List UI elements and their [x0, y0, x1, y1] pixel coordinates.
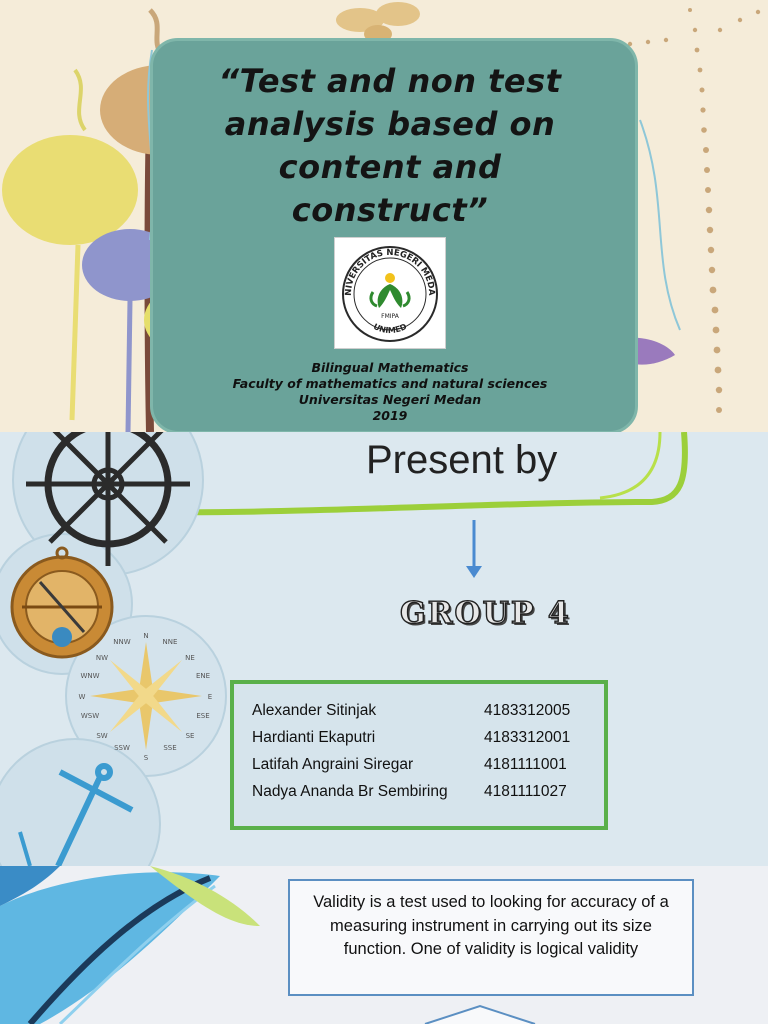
compass-label: E: [207, 693, 213, 701]
member-name: Alexander Sitinjak: [252, 702, 377, 719]
arrow-shape: [425, 1006, 535, 1024]
compass-label: SSE: [163, 744, 177, 752]
member-row: [252, 756, 604, 783]
svg-text:UNIMED: UNIMED: [371, 321, 409, 336]
swirl-line-right: [640, 120, 680, 330]
member-id: 4181111027: [484, 783, 567, 800]
members-slide: [0, 432, 768, 866]
member-name: Nadya Ananda Br Sembiring: [252, 783, 448, 800]
compass-label: NNW: [113, 638, 131, 646]
year: 2019: [372, 408, 408, 423]
member-name: Latifah Angraini Siregar: [252, 756, 414, 773]
member-id: 4181111001: [484, 756, 567, 773]
compass-label: ENE: [195, 672, 211, 680]
university-logo: [334, 237, 446, 349]
compass-label: W: [78, 693, 86, 701]
member-row: [252, 702, 604, 729]
program-name: Bilingual Mathematics: [311, 360, 469, 375]
member-id: 4183312005: [484, 702, 571, 719]
compass-label: NE: [185, 654, 195, 662]
validity-slide: [0, 866, 768, 1024]
title-slide: [0, 0, 768, 432]
member-name: Hardianti Ekaputri: [252, 729, 376, 746]
presentation-info: [200, 360, 580, 424]
butterfly-icon: [336, 2, 420, 43]
compass-label: SE: [185, 732, 195, 740]
unimed-seal-icon: [335, 238, 445, 348]
down-arrow-icon: [466, 520, 482, 578]
compass-label: WNW: [80, 672, 100, 680]
group-label: GROUP 4: [400, 596, 571, 631]
compass-label: NW: [95, 654, 109, 662]
faculty-name: Faculty of mathematics and natural sciences: [232, 376, 548, 391]
compass-label: WSW: [80, 712, 100, 720]
compass-label: NNE: [162, 638, 178, 646]
university-name: Universitas Negeri Medan: [298, 392, 482, 407]
compass-label: N: [143, 632, 149, 640]
svg-text:FMIPA: FMIPA: [381, 313, 399, 320]
compass-label: SW: [96, 732, 108, 740]
svg-text:UNIVERSITAS NEGERI MEDAN: NIVERSITAS NEGERI MEDA: [343, 247, 437, 296]
members-table: [230, 680, 608, 830]
member-row: [252, 783, 604, 810]
present-by-heading: Present by: [366, 438, 558, 482]
member-id: 4183312001: [484, 729, 571, 746]
compass-label: S: [143, 754, 149, 762]
compass-label: SSW: [114, 744, 130, 752]
member-row: [252, 729, 604, 756]
feather-illustration: [0, 866, 260, 1024]
presentation-title: “Test and non test analysis based on content and construct”: [218, 62, 562, 229]
validity-definition-box: Validity is a test used to looking for accuracy of a measuring instrument in carrying out its size function. One of validity is logical validity: [288, 879, 694, 996]
compass-label: ESE: [196, 712, 210, 720]
green-swoosh-light: [600, 432, 660, 498]
